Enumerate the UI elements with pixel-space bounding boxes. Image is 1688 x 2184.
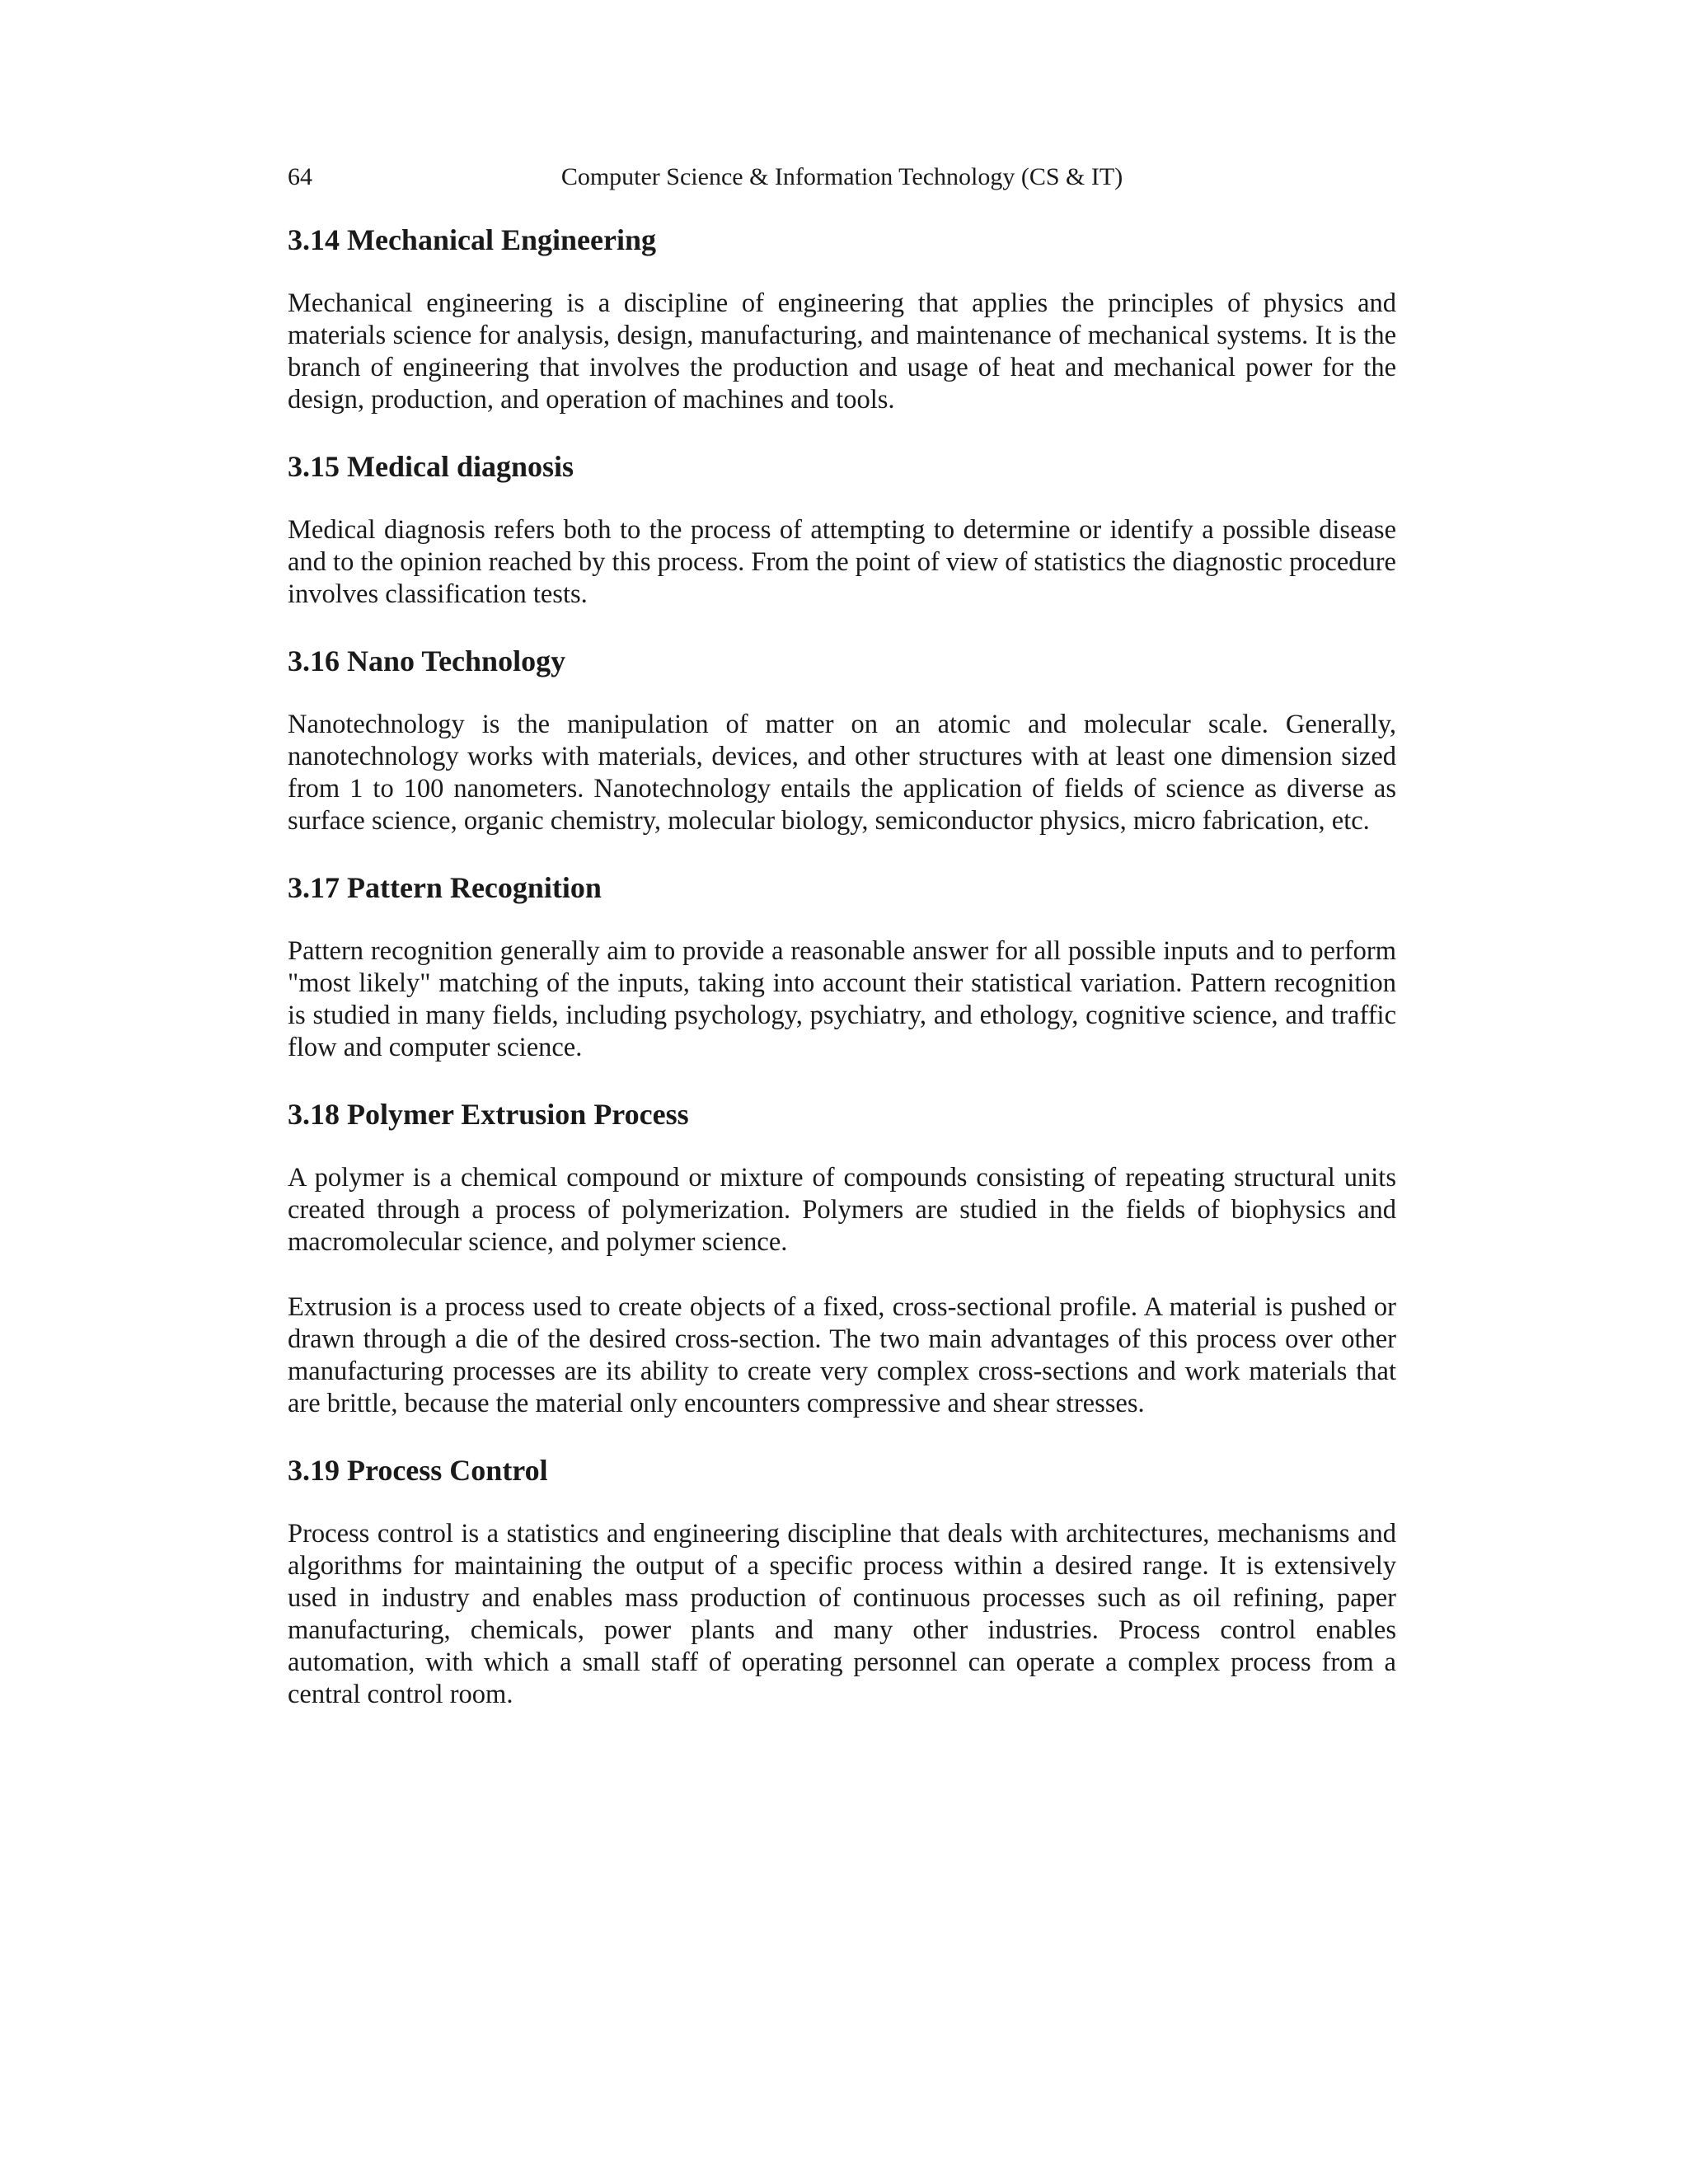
section-nano-technology [288, 642, 1396, 837]
paragraph: Nanotechnology is the manipulation of matter on an atomic and molecular scale. Generally, nanotechnology works with materials, devices, and other structures with at least one dimension sized from 1 to 100 nanometers. Nanotechnology entails the application of fields of science as diverse as surface science, organic chemistry, molecular biology, semiconductor physics, micro fabrication, etc. [288, 710, 1396, 836]
paragraph: A polymer is a chemical compound or mixture of compounds consisting of repeating structural units created through a process of polymerization. Polymers are studied in the fields of biophysics and macromolecular science, and polymer science. [288, 1163, 1396, 1257]
section-heading: 3.17 Pattern Recognition [288, 871, 602, 904]
paragraph: Extrusion is a process used to create objects of a fixed, cross-sectional profile. A material is pushed or drawn through a die of the desired cross-section. The two main advantages of this process over other manufacturing processes are its ability to create very complex cross-sections and work materials that are brittle, because the material only encounters compressive and shear stresses. [288, 1292, 1396, 1418]
page-header [288, 161, 1396, 194]
page-number: 64 [288, 163, 312, 190]
section-heading: 3.16 Nano Technology [288, 644, 566, 677]
section-medical-diagnosis [288, 448, 1396, 611]
section-heading: 3.15 Medical diagnosis [288, 450, 574, 483]
running-title: Computer Science & Information Technology (CS & IT) [560, 163, 1123, 190]
section-pattern-recognition [288, 869, 1396, 1064]
section-heading: 3.19 Process Control [288, 1454, 548, 1487]
section-heading: 3.14 Mechanical Engineering [288, 223, 656, 256]
paragraph: Pattern recognition generally aim to provide a reasonable answer for all possible inputs and to perform "most likely" matching of the inputs, taking into account their statistical variation. Pattern recognition is studied in many fields, including psychology, psychiatry, and ethology, cognitive science, and traffic flow and computer science. [288, 936, 1396, 1062]
paragraph: Medical diagnosis refers both to the process of attempting to determine or identify a possible disease and to the opinion reached by this process. From the point of view of statistics the diagnostic procedure involves classification tests. [288, 515, 1396, 609]
paragraph: Mechanical engineering is a discipline of engineering that applies the principles of physics and materials science for analysis, design, manufacturing, and maintenance of mechanical systems. It is the branch of engineering that involves the production and usage of heat and mechanical power for the design, production, and operation of machines and tools. [288, 288, 1396, 415]
section-heading: 3.18 Polymer Extrusion Process [288, 1098, 689, 1131]
page-content [288, 221, 1396, 1742]
paragraph: Process control is a statistics and engineering discipline that deals with architectures, mechanisms and algorithms for maintaining the output of a specific process within a desired range. It is extensively used in industry and enables mass production of continuous processes such as oil refining, paper manufacturing, chemicals, power plants and many other industries. Process control enables automation, with which a small staff of operating personnel can operate a complex process from a central control room. [288, 1519, 1396, 1709]
section-mechanical-engineering [288, 221, 1396, 416]
section-polymer-extrusion-process [288, 1095, 1396, 1420]
section-process-control [288, 1451, 1396, 1711]
